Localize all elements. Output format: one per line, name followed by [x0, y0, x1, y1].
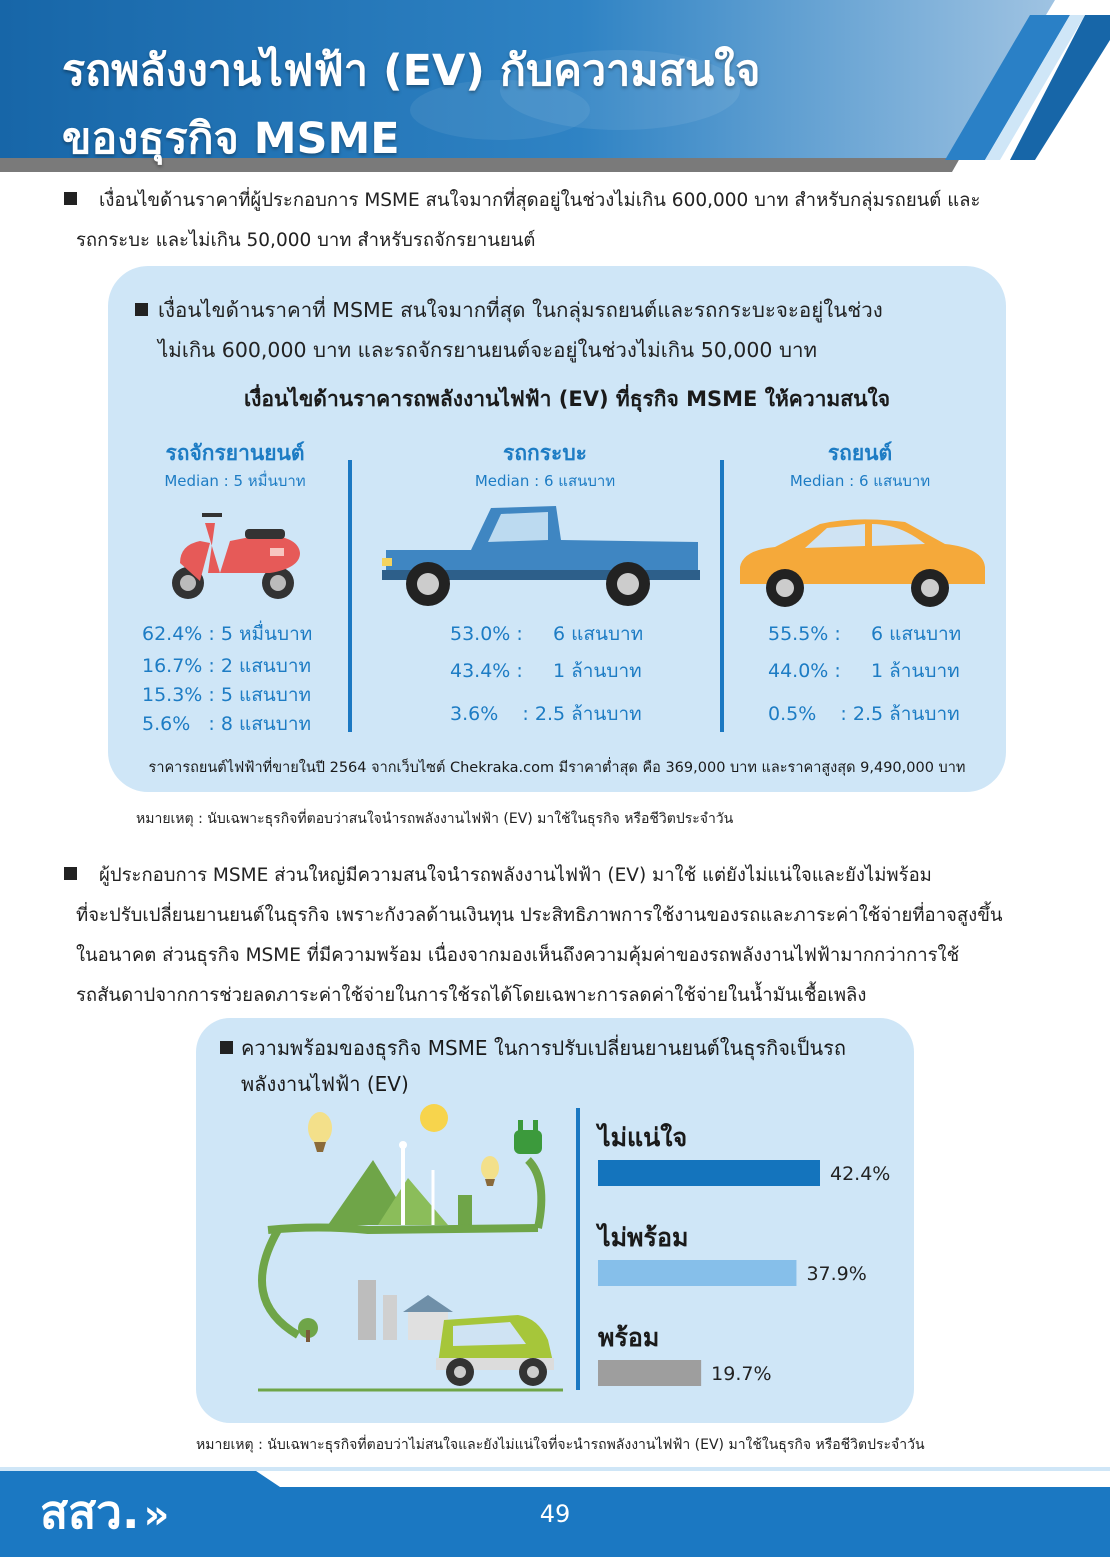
price-heading: เงื่อนไขด้านราคารถพลังงานไฟฟ้า (EV) ที่ธุรกิจ MSME ให้ความสนใจ	[243, 387, 891, 411]
motorcycle-stat: 5.6% : 8 แสนบาท	[142, 713, 312, 735]
sedan-car-icon	[735, 512, 990, 612]
readiness-bar-chart	[590, 1110, 910, 1400]
chart-axis-line	[576, 1108, 580, 1390]
bar-category-label: พร้อม	[598, 1323, 660, 1352]
bullet-square-icon	[220, 1041, 233, 1054]
bar-category-label: ไม่พร้อม	[598, 1223, 689, 1252]
bar-value-label: 37.9%	[806, 1263, 867, 1285]
price-bullet-line2: ไม่เกิน 600,000 บาท และรถจักรยานยนต์จะอยู่ในช่วงไม่เกิน 50,000 บาท	[158, 338, 817, 362]
footnote-2: หมายเหตุ : นับเฉพาะธุรกิจที่ตอบว่าไม่สนใจและยังไม่แน่ใจที่จะนำรถพลังงานไฟฟ้า (EV) มาใช้ในธุรกิจ หรือชีวิตประจำวัน	[196, 1437, 925, 1453]
para2-line3: ในอนาคต ส่วนธุรกิจ MSME ที่มีความพร้อม เนื่องจากมองเห็นถึงความคุ้มค่าของรถพลังงานไฟฟ้ามากกว่าการใช้	[76, 945, 960, 966]
price-source-note: ราคารถยนต์ไฟฟ้าที่ขายในปี 2564 จากเว็บไซต์ Chekraka.com มีราคาต่ำสุด คือ 369,000 บาท และราคาสูงสุด 9,490,000 บาท	[148, 760, 966, 776]
pickup-truck-icon	[376, 500, 702, 610]
bullet-square-icon	[64, 867, 77, 880]
sedan-stat: 55.5% : 6 แสนบาท	[768, 623, 962, 645]
column-divider	[720, 460, 724, 732]
motorcycle-median: Median : 5 หมื่นบาท	[164, 472, 306, 490]
motorcycle-stat: 15.3% : 5 แสนบาท	[142, 684, 312, 706]
page-title-line1: รถพลังงานไฟฟ้า (EV) กับความสนใจ	[62, 46, 761, 96]
bar	[598, 1260, 796, 1286]
readiness-title-line1: ความพร้อมของธุรกิจ MSME ในการปรับเปลี่ยนยานยนต์ในธุรกิจเป็นรถ	[241, 1036, 847, 1060]
page-title-line2: ของธุรกิจ MSME	[62, 114, 400, 164]
para2-line4: รถสันดาปจากการช่วยลดภาระค่าใช้จ่ายในการใช้รถได้โดยเฉพาะการลดค่าใช้จ่ายในน้ำมันเชื้อเพลิง	[76, 985, 867, 1006]
price-bullet-line1: เงื่อนไขด้านราคาที่ MSME สนใจมากที่สุด ในกลุ่มรถยนต์และรถกระบะจะอยู่ในช่วง	[158, 298, 883, 322]
sedan-stat: 0.5% : 2.5 ล้านบาท	[768, 703, 960, 725]
green-city-ev-illustration	[248, 1100, 568, 1395]
readiness-paragraph	[64, 856, 1074, 1016]
scooter-icon	[160, 503, 310, 603]
para2-line2: ที่จะปรับเปลี่ยนยานยนต์ในธุรกิจ เพราะกังวลด้านเงินทุน ประสิทธิภาพการใช้งานของรถและภาระค่าใช้จ่ายที่อาจสูงขึ้น	[76, 905, 1003, 926]
intro-paragraph	[64, 181, 1074, 261]
readiness-title	[220, 1030, 846, 1102]
footnote-1: หมายเหตุ : นับเฉพาะธุรกิจที่ตอบว่าสนใจนำรถพลังงานไฟฟ้า (EV) มาใช้ในธุรกิจ หรือชีวิตประจำวัน	[136, 811, 734, 827]
chevron-right-icon: »	[143, 1492, 170, 1538]
para2-line1: ผู้ประกอบการ MSME ส่วนใหญ่มีความสนใจนำรถพลังงานไฟฟ้า (EV) มาใช้ แต่ยังไม่แน่ใจและยังไม่พร้อม	[99, 865, 932, 886]
page-number: 49	[539, 1500, 571, 1528]
bullet-square-icon	[135, 303, 148, 316]
intro-line1: เงื่อนไขด้านราคาที่ผู้ประกอบการ MSME สนใจมากที่สุดอยู่ในช่วงไม่เกิน 600,000 บาท สำหรับกลุ่มรถยนต์ และ	[99, 190, 981, 211]
logo	[40, 1476, 169, 1549]
pickup-median: Median : 6 แสนบาท	[474, 472, 616, 490]
sedan-title: รถยนต์	[827, 441, 893, 465]
bar	[598, 1160, 820, 1186]
readiness-title-line2: พลังงานไฟฟ้า (EV)	[241, 1072, 409, 1096]
column-divider	[348, 460, 352, 732]
bullet-square-icon	[64, 192, 77, 205]
pickup-stat: 3.6% : 2.5 ล้านบาท	[450, 703, 642, 725]
sedan-median: Median : 6 แสนบาท	[789, 472, 931, 490]
page-header	[0, 0, 1110, 172]
motorcycle-stat: 62.4% : 5 หมื่นบาท	[142, 623, 313, 645]
sedan-stat: 44.0% : 1 ล้านบาท	[768, 660, 960, 682]
price-panel-bullet	[135, 290, 883, 370]
pickup-title: รถกระบะ	[503, 441, 587, 465]
motorcycle-stat: 16.7% : 2 แสนบาท	[142, 655, 312, 677]
bar-value-label: 42.4%	[830, 1163, 891, 1185]
logo-text: สสว.	[40, 1485, 140, 1539]
bar	[598, 1360, 701, 1386]
motorcycle-title: รถจักรยานยนต์	[165, 441, 305, 465]
pickup-stat: 53.0% : 6 แสนบาท	[450, 623, 644, 645]
intro-line2: รถกระบะ และไม่เกิน 50,000 บาท สำหรับรถจักรยานยนต์	[76, 230, 536, 251]
bar-value-label: 19.7%	[711, 1363, 772, 1385]
bar-category-label: ไม่แน่ใจ	[598, 1123, 688, 1152]
pickup-stat: 43.4% : 1 ล้านบาท	[450, 660, 642, 682]
